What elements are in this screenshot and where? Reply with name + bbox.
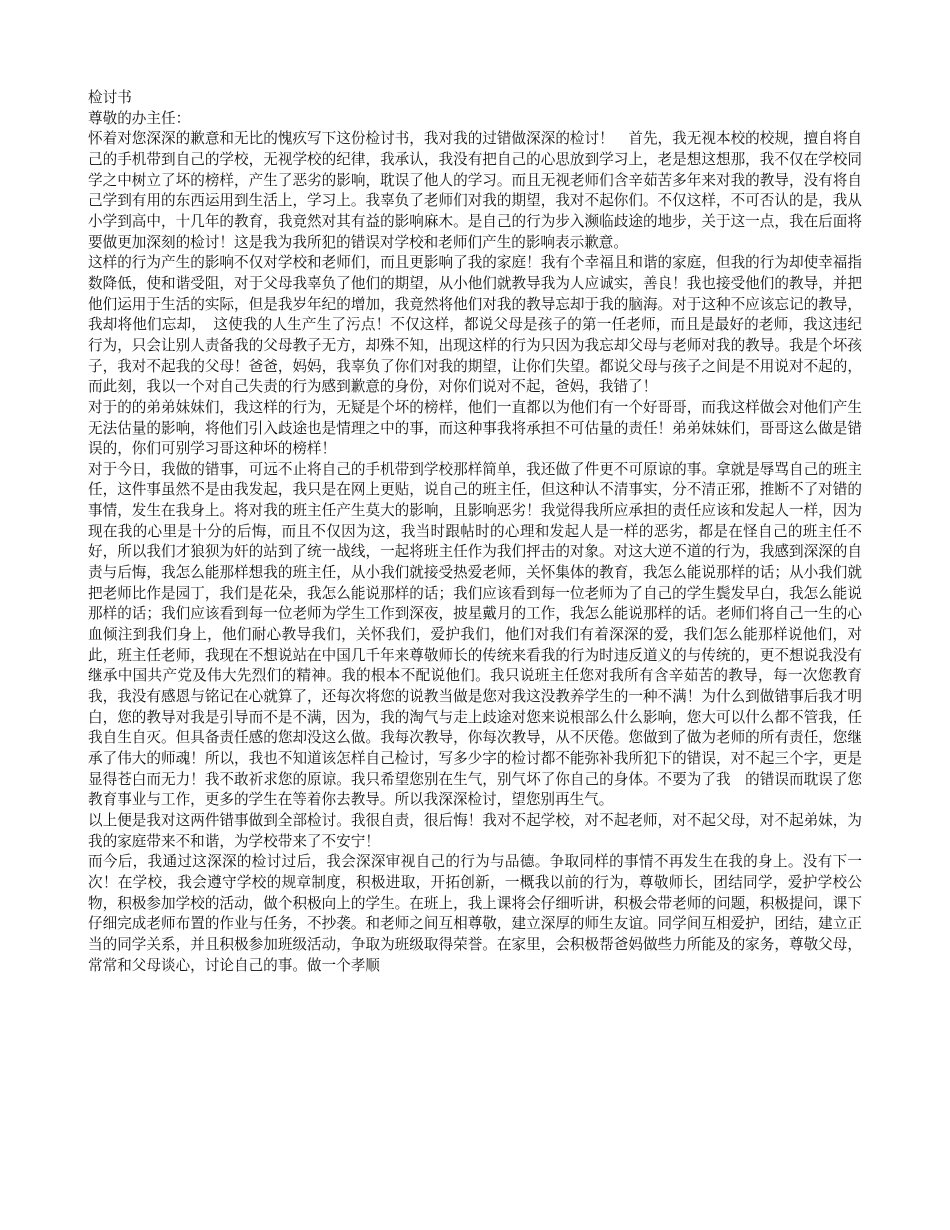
paragraph-6: 而今后，我通过这深深的检讨过后，我会深深审视自己的行为与品德。争取同样的事情不再发生在我的身上。没有下一次！在学校，我会遵守学校的规章制度，积极进取，开拓创新，一概我以前的行为，尊敬师长，团结同学，爱护学校公物，积极参加学校的活动，做个积极向上的学生。在班上，我上课将会仔细听讲，积极会带老师的问题，积极提问，课下仔细完成老师布置的作业与任务，不抄袭。和老师之间互相尊敬，建立深厚的师生友谊。同学间互相爱护，团结，建立正当的同学关系，并且积极参加班级活动，争取为班级取得荣誉。在家里，会积极帮爸妈做些力所能及的家务，尊敬父母，常常和父母谈心，讨论自己的事。做一个孝顺 xyxy=(88,853,862,974)
paragraph-5: 以上便是我对这两件错事做到全部检讨。我很自责，很后悔！我对不起学校，对不起老师，对不起父母，对不起弟妹，为我的家庭带来不和谐，为学校带来了不安宁！ xyxy=(88,811,862,850)
paragraph-4: 对于今日，我做的错事，可远不止将自己的手机带到学校那样简单，我还做了件更不可原谅的事。拿就是辱骂自己的班主任，这件事虽然不是由我发起，我只是在网上更贴，说自己的班主任，但这种认不清事实，分不清正邪，推断不了对错的事情，发生在我身上。将对我的班主任产生莫大的影响，且影响恶劣！我觉得我所应承担的责任应该和发起人一样，因为现在我的心里是十分的后悔，而且不仅因为这，我当时跟帖时的心理和发起人是一样的恶劣，都是在怪自己的班主任不好，所以我们才狼狈为奸的站到了统一战线，一起将班主任作为我们抨击的对象。对这大逆不道的行为，我感到深深的自责与后悔，我怎么能那样想我的班主任，从小我们就接受热爱老师，关怀集体的教育，我怎么能说那样的话；从小我们就把老师比作是园丁，我们是花朵，我怎么能说那样的话；我们应该看到每一位老师为了自己的学生鬓发早白，我怎么能说那样的话；我们应该看到每一位老师为学生工作到深夜，披星戴月的工作，我怎么能说那样的话。老师们将自己一生的心血倾注到我们身上，他们耐心教导我们，关怀我们，爱护我们，他们对我们有着深深的爱，我们怎么能那样说他们，对此，班主任老师，我现在不想说站在中国几千年来尊敬师长的传统来看我的行为时违反道义的与传统的，更不想说我没有继承中国共产党及伟大先烈们的精神。我的根本不配说他们。我只说班主任您对我所有含辛茹苦的教导，每一次您教育我，我没有感恩与铭记在心就算了，还每次将您的说教当做是您对我这没教养学生的一种不满！为什么到做错事后我才明白，您的教导对我是引导而不是不满，因为，我的淘气与走上歧途对您来说根部么什么影响，您大可以什么都不管我，任我自生自灭。但具备责任感的您却没这么做。我每次教导，你每次教导，从不厌倦。您做到了做为老师的所有责任，您继承了伟大的师魂！所以，我也不知道该怎样自己检讨，写多少字的检讨都不能弥补我所犯下的错误，对不起三个字，更是显得苍白而无力！我不敢祈求您的原谅。我只希望您别在生气，别气坏了你自己的身体。不要为了我 的错误而耽误了您教育事业与工作，更多的学生在等着你去教导。所以我深深检讨，望您别再生气。 xyxy=(88,460,862,809)
paragraph-1: 怀着对您深深的歉意和无比的愧疚写下这份检讨书，我对我的过错做深深的检讨！ 首先，我无视本校的校规，擅自将自己的手机带到自己的学校，无视学校的纪律，我承认，我没有把自己的心思放到学习上，老是想这想那，我不仅在学校同学之中树立了坏的榜样，产生了恶劣的影响，耽误了他人的学习。而且无视老师们含辛茹苦多年来对我的教导，没有将自己学到有用的东西运用到生活上，学习上。我辜负了老师们对我的期望，我对不起你们。不仅这样，不可否认的是，我从小学到高中，十几年的教育，我竟然对其有益的影响麻木。是自己的行为步入濒临歧途的地步，关于这一点，我在后面将要做更加深刻的检讨！这是我为我所犯的错误对学校和老师们产生的影响表示歉意。 xyxy=(88,130,862,251)
paragraph-2: 这样的行为产生的影响不仅对学校和老师们，而且更影响了我的家庭！我有个幸福且和谐的家庭，但我的行为却使幸福指数降低，使和谐受阻，对于父母我辜负了他们的期望，从小他们就教导我为人应诚实，善良！我也接受他们的教导，并把他们运用于生活的实际，但是我岁年纪的增加，我竟然将他们对我的教导忘却于我的脑海。对于这种不应该忘记的教导，我却将他们忘却， 这使我的人生产生了污点！不仅这样，都说父母是孩子的第一任老师，而且是最好的老师，我这违纪行为，只会让别人责备我的父母教子无方，却殊不知，出现这样的行为只因为我忘却父母与老师对我的教导。我是个坏孩子，我对不起我的父母！爸爸，妈妈，我辜负了你们对我的期望，让你们失望。都说父母与孩子之间是不用说对不起的，而此刻，我以一个对自己失责的行为感到歉意的身份，对你们说对不起，爸妈，我错了！ xyxy=(88,254,862,396)
salutation: 尊敬的办主任： xyxy=(88,109,191,127)
paragraph-3: 对于的的弟弟妹妹们，我这样的行为，无疑是个坏的榜样，他们一直都以为他们有一个好哥哥，而我这样做会对他们产生无法估量的影响，将他们引入歧途也是情理之中的事，而这种事我将承担不可估量的责任！弟弟妹妹们，哥哥这么做是错误的，你们可别学习哥这种坏的榜样！ xyxy=(88,398,862,458)
document-title: 检讨书 xyxy=(88,89,132,106)
document-page xyxy=(88,88,862,976)
